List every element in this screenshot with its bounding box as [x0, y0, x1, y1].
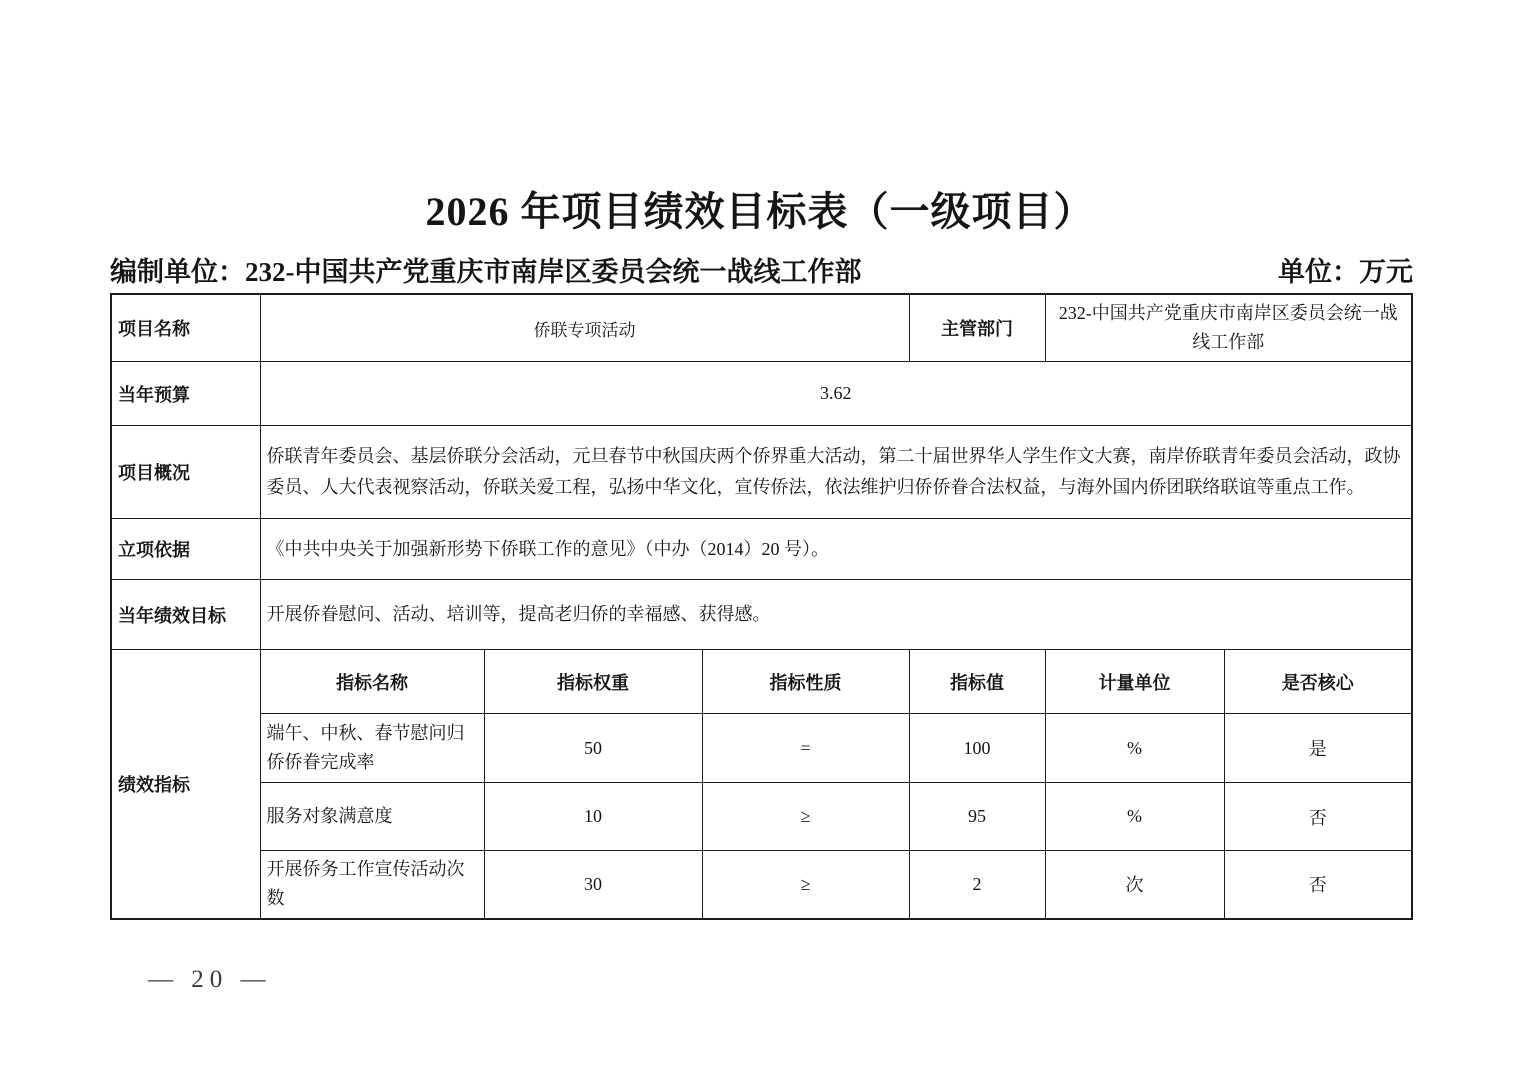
budget-row: [111, 362, 1412, 426]
indicator-core: 否: [1224, 783, 1412, 851]
indicator-nature: =: [702, 714, 909, 783]
overview-label: 项目概况: [111, 426, 260, 519]
indicator-value: 95: [909, 783, 1045, 851]
overview-row: [111, 426, 1412, 519]
dept-value: 232-中国共产党重庆市南岸区委员会统一战线工作部: [1045, 294, 1412, 362]
indicator-row: [111, 783, 1412, 851]
indicator-header-row: [111, 650, 1412, 714]
indicator-header-nature: 指标性质: [702, 650, 909, 714]
goal-label: 当年绩效目标: [111, 580, 260, 650]
indicator-core: 是: [1224, 714, 1412, 783]
indicator-unit: 次: [1045, 851, 1224, 919]
indicator-header-name: 指标名称: [260, 650, 484, 714]
indicator-unit: %: [1045, 714, 1224, 783]
page-title: 2026 年项目绩效目标表（一级项目）: [425, 189, 1095, 234]
goal-row: [111, 580, 1412, 650]
project-name-label: 项目名称: [111, 294, 260, 362]
goal-value: 开展侨眷慰问、活动、培训等，提高老归侨的幸福感、获得感。: [260, 580, 1412, 650]
indicator-weight: 30: [484, 851, 702, 919]
indicator-unit: %: [1045, 783, 1224, 851]
performance-target-table: [110, 293, 1413, 920]
indicator-weight: 50: [484, 714, 702, 783]
basis-row: [111, 519, 1412, 580]
indicator-header-weight: 指标权重: [484, 650, 702, 714]
indicators-label: 绩效指标: [111, 650, 260, 919]
budget-value: 3.62: [260, 362, 1412, 426]
indicator-nature: ≥: [702, 851, 909, 919]
prepared-by-label: 编制单位：232-中国共产党重庆市南岸区委员会统一战线工作部: [110, 257, 862, 287]
dept-label: 主管部门: [909, 294, 1045, 362]
project-name-value: 侨联专项活动: [260, 294, 909, 362]
indicator-name: 开展侨务工作宣传活动次数: [260, 851, 484, 919]
page-number: — 20 —: [148, 966, 272, 993]
basis-label: 立项依据: [111, 519, 260, 580]
indicator-header-core: 是否核心: [1224, 650, 1412, 714]
indicator-value: 2: [909, 851, 1045, 919]
indicator-value: 100: [909, 714, 1045, 783]
unit-label: 单位：万元: [1278, 257, 1413, 287]
basis-value: 《中共中央关于加强新形势下侨联工作的意见》（中办（2014）20 号）。: [260, 519, 1412, 580]
indicator-name: 端午、中秋、春节慰问归侨侨眷完成率: [260, 714, 484, 783]
indicator-row: [111, 714, 1412, 783]
indicator-header-unit: 计量单位: [1045, 650, 1224, 714]
indicator-nature: ≥: [702, 783, 909, 851]
meta-row: [110, 250, 1413, 289]
indicator-header-value: 指标值: [909, 650, 1045, 714]
indicator-weight: 10: [484, 783, 702, 851]
budget-label: 当年预算: [111, 362, 260, 426]
overview-value: 侨联青年委员会、基层侨联分会活动，元旦春节中秋国庆两个侨界重大活动，第二十届世界华人学生作文大赛，南岸侨联青年委员会活动，政协委员、人大代表视察活动，侨联关爱工程，弘扬中华文化，宣传侨法，依法维护归侨侨眷合法权益，与海外国内侨团联络联谊等重点工作。: [260, 426, 1412, 519]
indicator-name: 服务对象满意度: [260, 783, 484, 851]
indicator-core: 否: [1224, 851, 1412, 919]
project-name-row: [111, 294, 1412, 362]
indicator-row: [111, 851, 1412, 919]
